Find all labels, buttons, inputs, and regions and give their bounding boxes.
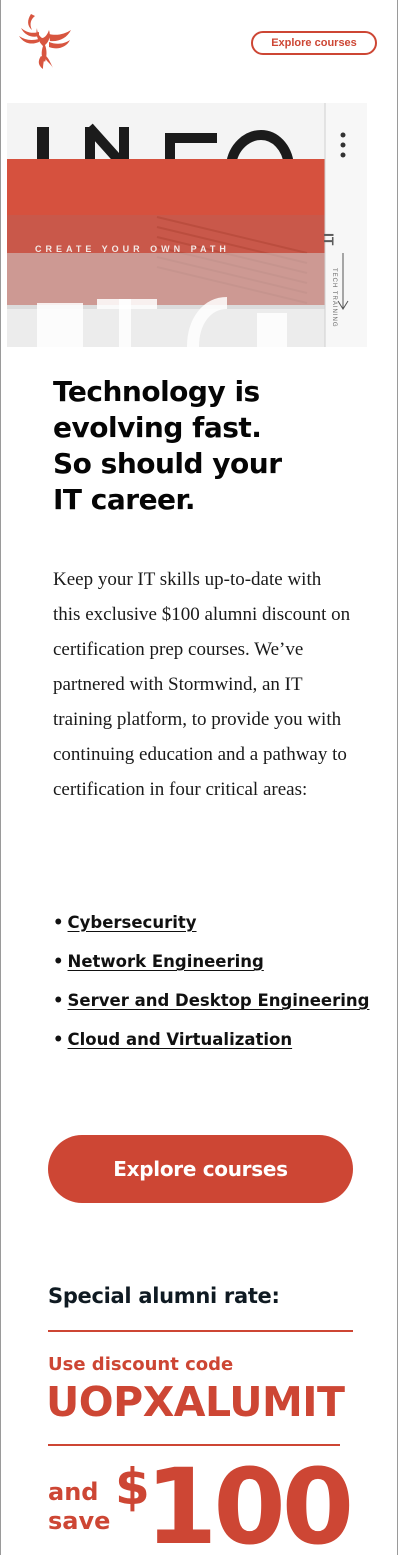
bullet: •	[53, 1030, 64, 1049]
list-item	[53, 942, 369, 981]
hero-side-text: TECH TRAINING	[331, 268, 337, 328]
cybersecurity-link[interactable]: Cybersecurity	[67, 913, 197, 932]
hero-side-big: IT	[321, 233, 337, 246]
list-item	[53, 903, 369, 942]
save-label: and save	[48, 1478, 111, 1535]
certification-areas-list	[53, 903, 369, 1059]
bullet: •	[53, 991, 64, 1010]
bullet: •	[53, 952, 64, 971]
bullet: •	[53, 913, 64, 932]
discount-code: UOPXALUMIT	[46, 1378, 345, 1426]
list-item	[53, 981, 369, 1020]
discount-code-label: Use discount code	[48, 1354, 234, 1375]
hero-tagline: CREATE YOUR OWN PATH	[35, 244, 230, 254]
cloud-virtualization-link[interactable]: Cloud and Virtualization	[67, 1030, 293, 1049]
network-engineering-link[interactable]: Network Engineering	[67, 952, 264, 971]
promo-title: Special alumni rate:	[48, 1284, 280, 1308]
header-explore-courses-button[interactable]: Explore courses	[251, 31, 377, 55]
divider	[48, 1330, 353, 1332]
server-desktop-engineering-link[interactable]: Server and Desktop Engineering	[67, 991, 370, 1010]
intro-paragraph: Keep your IT skills up-to-date with this exclusive $100 alumni discount on certification prep courses. We’ve partnered with Stormwind, an IT training platform, to provide you with continuing education and a pathway to certification in four critical areas:	[53, 569, 351, 800]
phoenix-logo-icon	[17, 12, 73, 70]
currency-symbol: $	[115, 1458, 150, 1516]
discount-amount: 100	[145, 1446, 351, 1555]
explore-courses-button[interactable]: Explore courses	[48, 1135, 353, 1203]
hero-graphic	[7, 103, 367, 347]
list-item	[53, 1020, 369, 1059]
hero-banner	[7, 103, 367, 347]
page-title: Technology is evolving fast. So should your IT career.	[53, 375, 282, 516]
